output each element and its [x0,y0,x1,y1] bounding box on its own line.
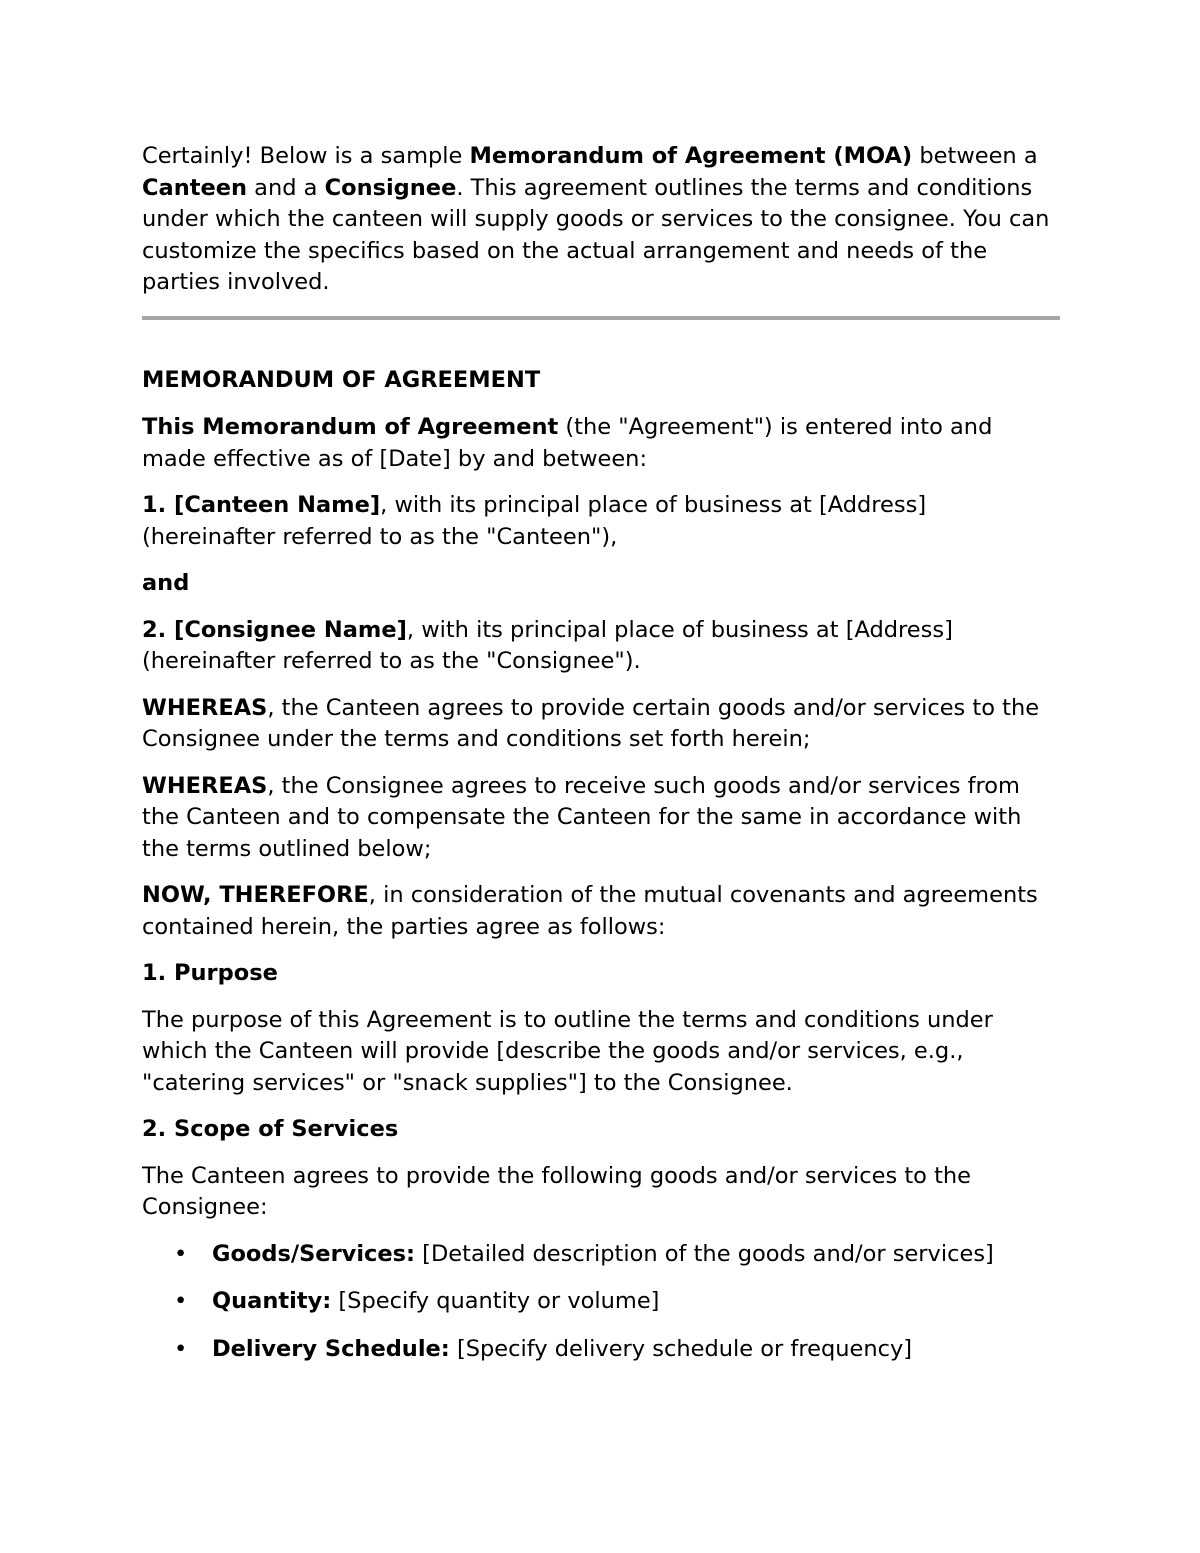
preamble-text: (the "Agreement") is entered into and made effective as of [Date] by and between: [142,414,993,472]
intro-text-4: . This agreement outlines the terms and conditions under which the canteen will supply goods or services to the consignee. You can customize the specifics based on the actual arrangement and needs of the parties involved. [142,174,1050,295]
horizontal-divider [142,316,1060,320]
section-1-body: The purpose of this Agreement is to outline the terms and conditions under which the Canteen will provide [describe the goods and/or services, e.g., "catering services" or "snack supplies"] to the Consignee. [142,1006,993,1096]
section-2-heading: 2. Scope of Services [142,1116,399,1142]
intro-text-3: and a [247,174,325,201]
preamble-paragraph [142,412,1062,475]
section-2-body: The Canteen agrees to provide the following goods and/or services to the Consignee: [142,1162,972,1220]
whereas-2-bold: WHEREAS [142,772,268,799]
whereas-2-paragraph [142,771,1062,866]
bullet-icon: • [174,1335,188,1362]
list-item-label: Delivery Schedule: [212,1335,450,1362]
party-2-name: 2. [Consignee Name] [142,616,407,643]
and-separator: and [142,570,190,596]
intro-bold-canteen: Canteen [142,174,248,201]
list-item [142,1239,1062,1271]
therefore-bold: NOW, THEREFORE [142,882,369,908]
party-2-text: , with its principal place of business at [Address] (hereinafter referred to as the "Consignee"). [142,616,953,674]
document-title: MEMORANDUM OF AGREEMENT [142,366,541,393]
party-2-paragraph [142,615,1062,678]
party-1-text: , with its principal place of business at [Address] (hereinafter referred to as the "Canteen"), [142,492,927,550]
whereas-2-text: , the Consignee agrees to receive such goods and/or services from the Canteen and to compensate the Canteen for the same in accordance with the terms outlined below; [142,772,1022,862]
intro-paragraph [142,141,1062,299]
list-item-label: Goods/Services: [212,1240,416,1267]
section-1-heading: 1. Purpose [142,960,278,986]
list-item-text: [Detailed description of the goods and/or services] [415,1240,994,1267]
list-item-text: [Specify delivery schedule or frequency] [449,1335,913,1362]
whereas-1-paragraph [142,693,1062,756]
intro-bold-moa: Memorandum of Agreement (MOA) [469,143,913,169]
list-item-text: [Specify quantity or volume] [331,1288,660,1314]
therefore-text: , in consideration of the mutual covenants and agreements contained herein, the parties agree as follows: [142,882,1038,940]
document-page [142,141,1062,1381]
list-item [142,1286,1062,1318]
list-item-label: Quantity: [212,1288,332,1314]
whereas-1-bold: WHEREAS [142,694,268,721]
whereas-1-text: , the Canteen agrees to provide certain goods and/or services to the Consignee under the terms and conditions set forth herein; [142,694,1040,752]
therefore-paragraph [142,880,1062,943]
party-1-name: 1. [Canteen Name] [142,492,381,518]
preamble-bold: This Memorandum of Agreement [142,414,559,440]
bullet-icon: • [174,1240,188,1267]
bullet-icon: • [174,1288,188,1314]
party-1-paragraph [142,490,1062,553]
list-item [142,1334,1062,1366]
scope-list [142,1239,1062,1366]
intro-bold-consignee: Consignee [324,174,457,201]
intro-text-1: Certainly! Below is a sample [142,143,470,169]
intro-text-2: between a [912,143,1038,169]
